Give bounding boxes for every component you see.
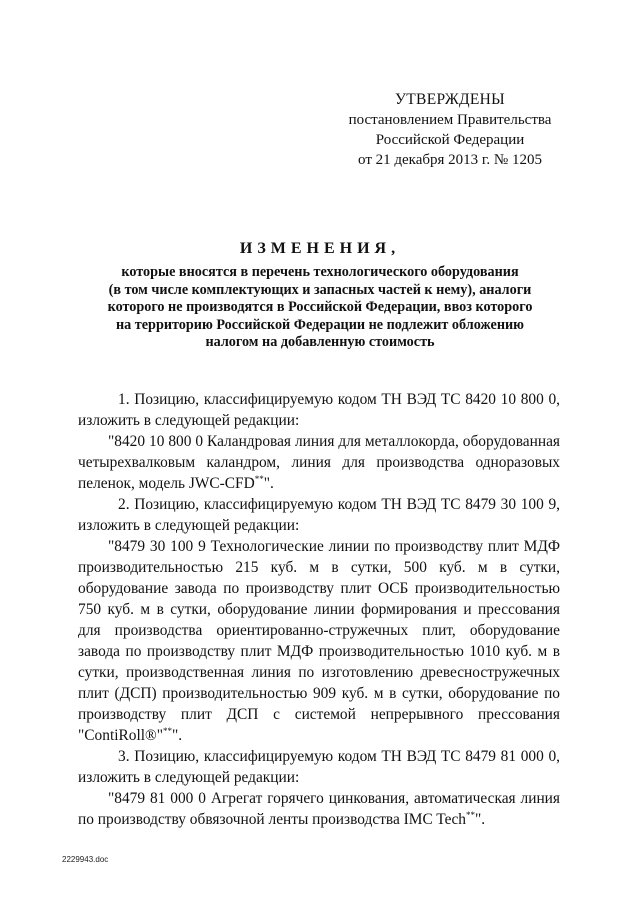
approval-date: от 21 декабря 2013 г. № 1205 <box>358 152 542 168</box>
amendment-intro: 1. Позицию, классифицируемую кодом ТН ВЭД ТС 8420 10 800 0, изложить в следующей редакции: <box>78 391 560 429</box>
amendment-text <box>78 431 560 494</box>
amendment-item-1 <box>78 389 560 494</box>
subtitle-line: налогом на добавленную стоимость <box>205 334 435 350</box>
amendment-text <box>78 788 560 830</box>
subtitle-line: (в том числе комплектующих и запасных частей к нему), аналоги <box>108 281 532 298</box>
amendment-item-3 <box>78 746 560 830</box>
document-heading <box>70 240 570 352</box>
footnote-mark: ** <box>466 810 475 820</box>
amendment-text-tail: ". <box>171 727 183 744</box>
document-body <box>78 389 560 830</box>
subtitle-line: на территорию Российской Федерации не подлежит обложению <box>115 316 525 333</box>
file-name-footer: 2229943.doc <box>62 855 109 864</box>
approval-line: постановлением Правительства <box>348 112 552 128</box>
subtitle-line: которого не производятся в Российской Федерации, ввоз которого <box>107 299 533 315</box>
amendment-text-tail: ". <box>475 811 486 828</box>
approval-stamp <box>330 90 570 170</box>
approval-heading: УТВЕРЖДЕНЫ <box>395 91 505 108</box>
footnote-mark: ** <box>162 726 172 736</box>
approval-line: Российской Федерации <box>375 132 525 148</box>
amendment-text-body: "8479 30 100 9 Технологические линии по производству плит МДФ производительностью 215 куб. м в сутки, 500 куб. м в сутки, оборудование завода по производству плит ОСБ производительностью 750 куб. м в сутки, оборудование линии формирования и прессования для производства ориентированно-стружечных плит, оборудование завода по производству плит МДФ производительностью 1010 куб. м в сутки, производственная линия по изготовлению древесностружечных плит (ДСП) производительностью 909 куб. м в сутки, оборудование по производству плит ДСП с системой непрерывного прессования "ContiRoll®" <box>78 538 560 744</box>
amendment-text-body: "8420 10 800 0 Каландровая линия для металлокорда, оборудованная четырехвалковым каландром, линия для производства одноразовых пеленок, модель JWC-CFD <box>78 433 560 492</box>
footnote-mark: ** <box>254 474 264 484</box>
subtitle-line: которые вносятся в перечень технологического оборудования <box>121 264 519 280</box>
document-subtitle <box>70 264 570 352</box>
amendment-item-2 <box>78 494 560 746</box>
amendment-text-tail: ". <box>263 475 274 492</box>
amendment-text-body: "8479 81 000 0 Агрегат горячего цинкования, автоматическая линия по производству обвязочной ленты производства IMC Tech <box>78 790 560 828</box>
amendment-intro: 3. Позицию, классифицируемую кодом ТН ВЭД ТС 8479 81 000 0, изложить в следующей редакции: <box>78 748 560 786</box>
document-title: ИЗМЕНЕНИЯ, <box>239 240 401 257</box>
amendment-intro: 2. Позицию, классифицируемую кодом ТН ВЭД ТС 8479 30 100 9, изложить в следующей редакции: <box>78 496 560 534</box>
amendment-text <box>78 536 560 746</box>
